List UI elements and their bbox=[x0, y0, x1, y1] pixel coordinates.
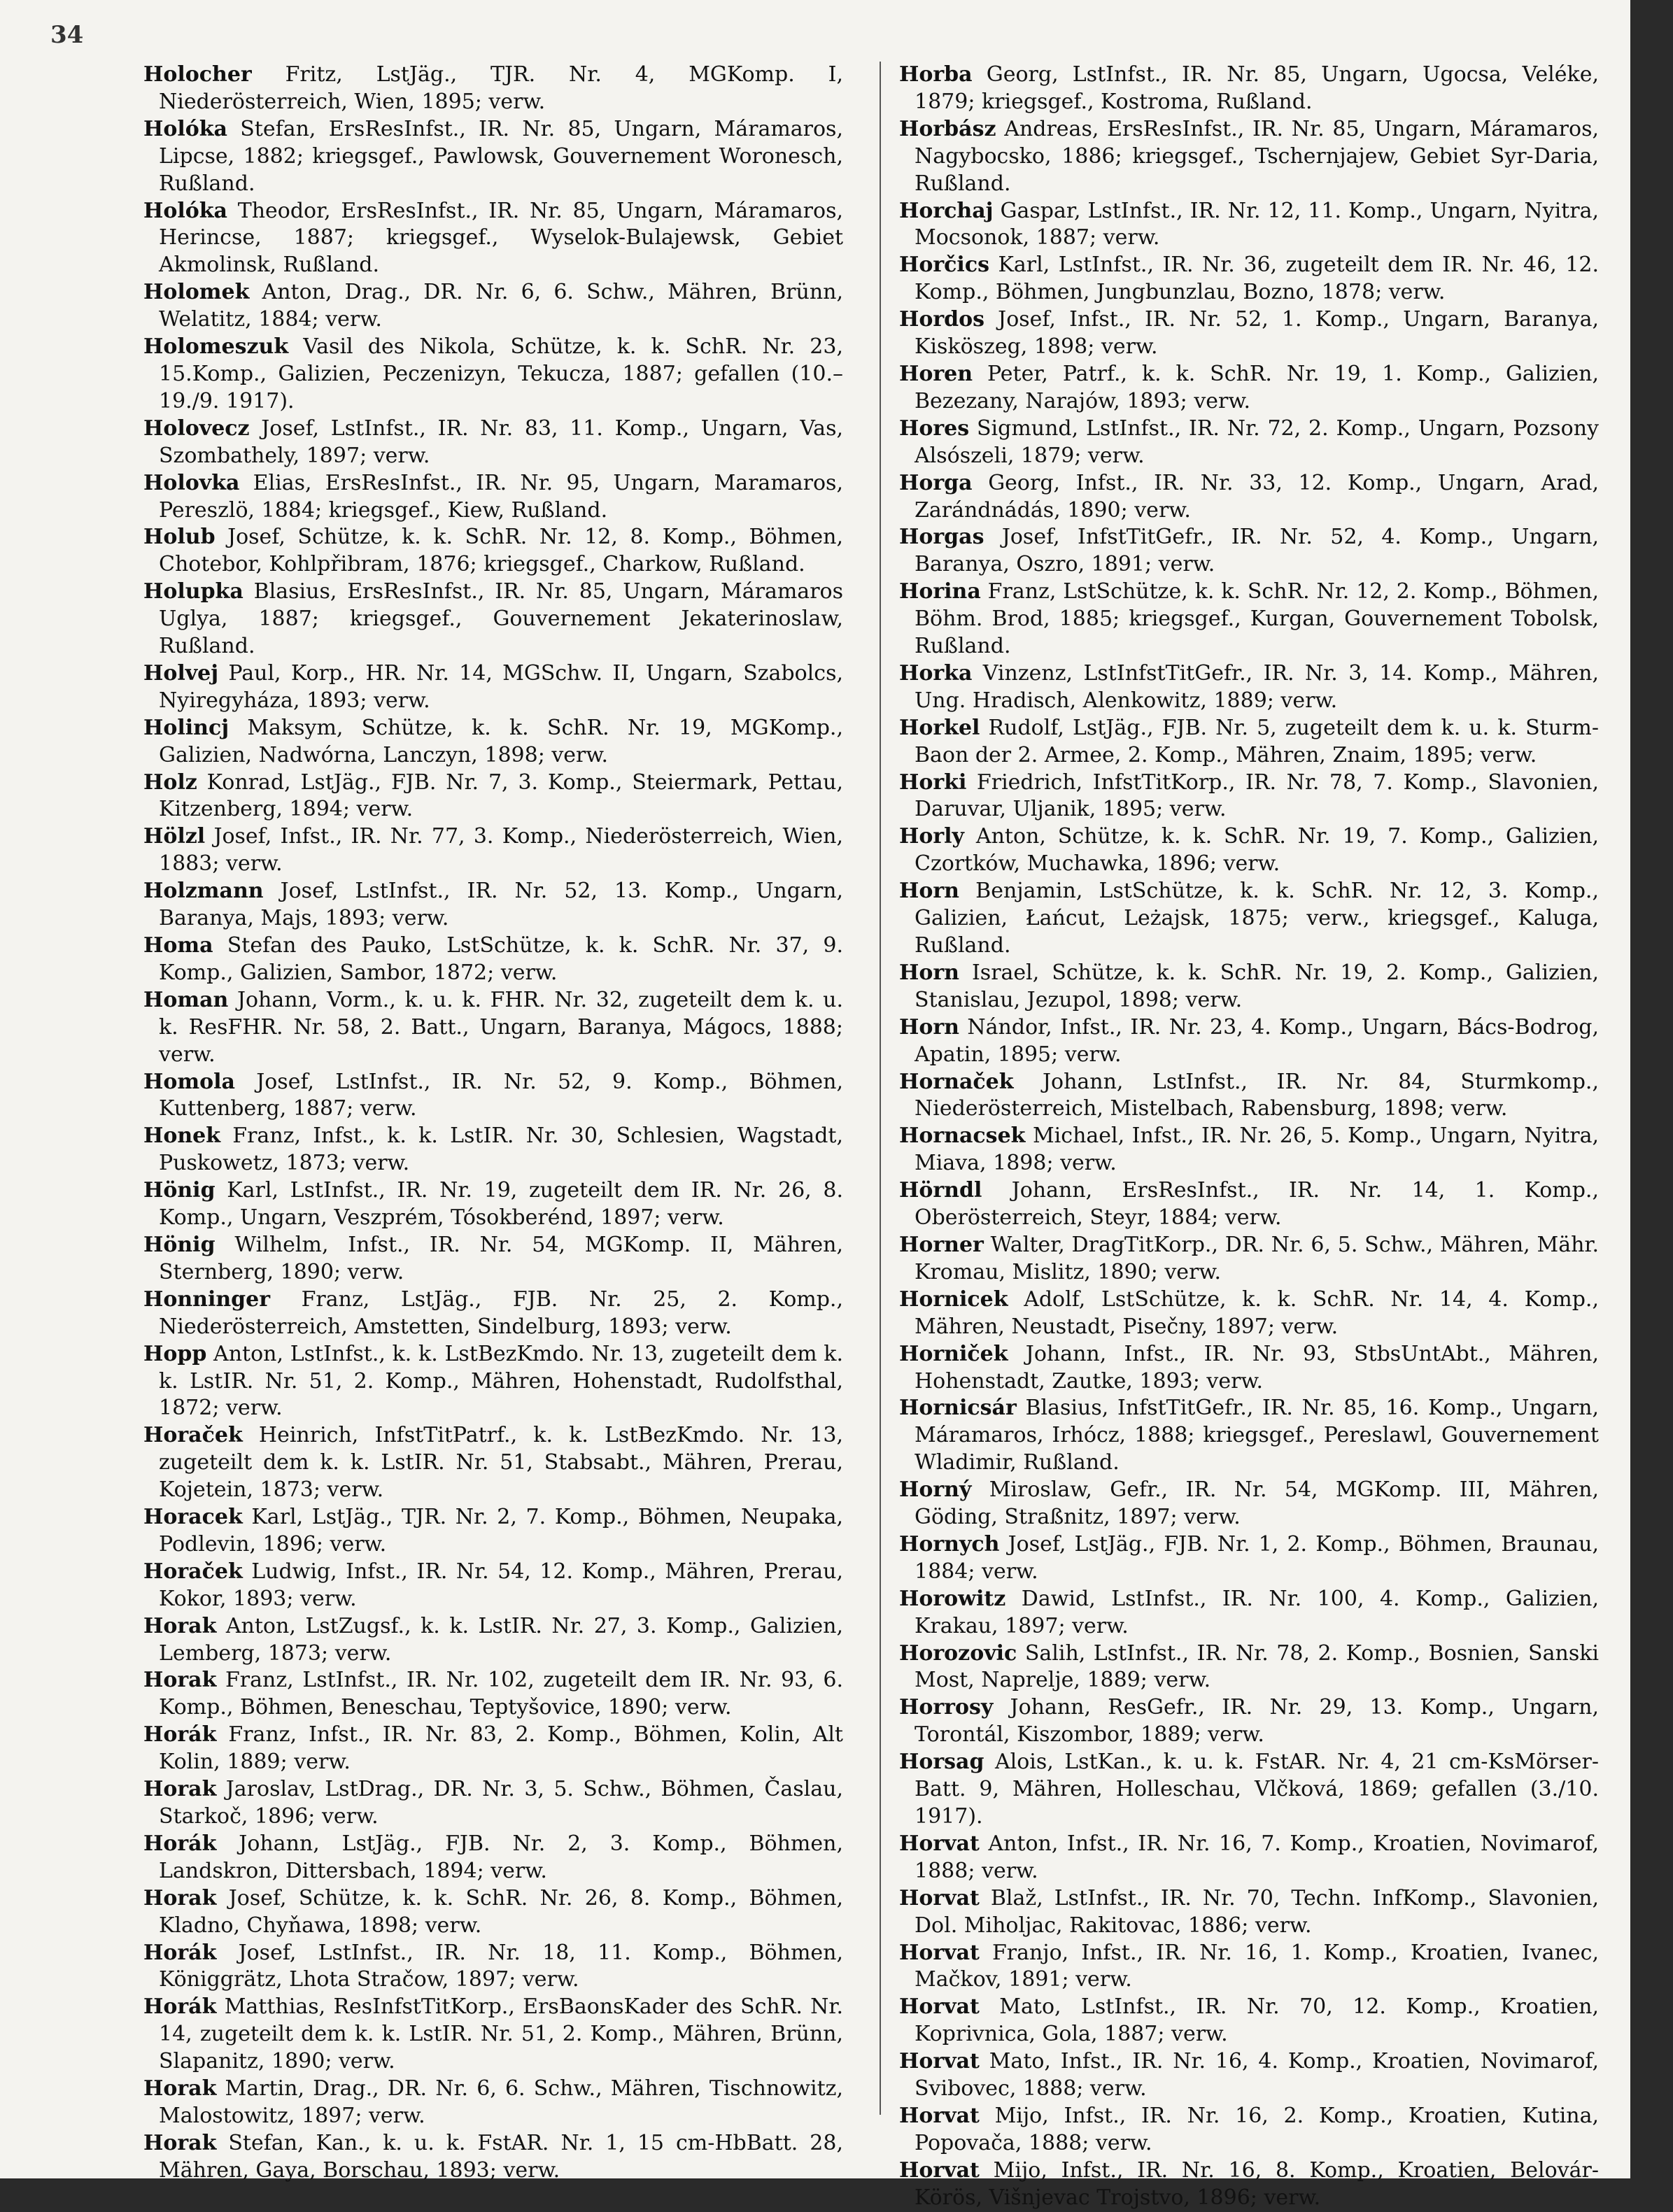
entry-surname: Horn bbox=[899, 1014, 959, 1040]
entry-details: Josef, InfstTitGefr., IR. Nr. 52, 4. Komp., Ungarn, Baranya, Oszro, 1891; verw. bbox=[915, 525, 1599, 577]
entry-surname: Horvat bbox=[899, 2049, 980, 2074]
casualty-entry bbox=[899, 1286, 1599, 1341]
casualty-entry bbox=[143, 1831, 843, 1885]
entry-details: Ludwig, Infst., IR. Nr. 54, 12. Komp., Mähren, Prerau, Kokor, 1893; verw. bbox=[159, 1559, 843, 1611]
casualty-entry bbox=[899, 2103, 1599, 2157]
casualty-entry bbox=[899, 878, 1599, 960]
entry-details: Karl, LstJäg., TJR. Nr. 2, 7. Komp., Böhmen, Neupaka, Podlevin, 1896; verw. bbox=[159, 1505, 843, 1557]
casualty-entry bbox=[899, 252, 1599, 306]
casualty-entry bbox=[143, 770, 843, 824]
entry-details: Theodor, ErsResInfst., IR. Nr. 85, Ungarn, Máramaros, Herincse, 1887; kriegsgef., Wyselok-Bulajewsk, Gebiet Akmolinsk, Rußland. bbox=[159, 198, 843, 278]
entry-surname: Hopp bbox=[143, 1341, 207, 1366]
entry-surname: Horak bbox=[143, 2130, 217, 2155]
casualty-entry bbox=[899, 1640, 1599, 1695]
casualty-entry bbox=[899, 1477, 1599, 1531]
casualty-entry bbox=[899, 1531, 1599, 1586]
entry-details: Anton, Schütze, k. k. SchR. Nr. 19, 7. Komp., Galizien, Czortków, Muchawka, 1896; verw. bbox=[915, 824, 1599, 877]
entry-details: Karl, LstInfst., IR. Nr. 36, zugeteilt dem IR. Nr. 46, 12. Komp., Böhmen, Jungbunzlau, Bozno, 1878; verw. bbox=[915, 253, 1599, 305]
entry-surname: Horacek bbox=[143, 1505, 243, 1530]
casualty-entry bbox=[899, 361, 1599, 416]
entry-details: Mijo, Infst., IR. Nr. 16, 2. Komp., Kroatien, Kutina, Popovača, 1888; verw. bbox=[915, 2103, 1599, 2155]
casualty-entry bbox=[899, 1069, 1599, 1123]
entry-surname: Horak bbox=[143, 1777, 217, 1802]
entry-details: Georg, LstInfst., IR. Nr. 85, Ungarn, Ugocsa, Veléke, 1879; kriegsgef., Kostroma, Rußland. bbox=[915, 62, 1599, 114]
entry-details: Israel, Schütze, k. k. SchR. Nr. 19, 2. Komp., Galizien, Stanislau, Jezupol, 1898; verw. bbox=[915, 960, 1599, 1012]
entry-details: Alois, LstKan., k. u. k. FstAR. Nr. 4, 21 cm-KsMörser-Batt. 9, Mähren, Holleschau, Vlčková, 1869; gefallen (3./10. 1917). bbox=[915, 1750, 1599, 1829]
casualty-entry bbox=[899, 1940, 1599, 1994]
entry-details: Franz, Infst., k. k. LstIR. Nr. 30, Schlesien, Wagstadt, Puskowetz, 1873; verw. bbox=[159, 1123, 843, 1176]
entry-details: Johann, LstJäg., FJB. Nr. 2, 3. Komp., Böhmen, Landskron, Dittersbach, 1894; verw. bbox=[159, 1831, 843, 1883]
entry-surname: Hores bbox=[899, 416, 970, 441]
entry-surname: Hornych bbox=[899, 1531, 1000, 1557]
casualty-entry bbox=[143, 416, 843, 470]
casualty-entry bbox=[899, 1586, 1599, 1640]
casualty-entry bbox=[899, 470, 1599, 525]
entry-surname: Horn bbox=[899, 960, 959, 985]
casualty-entry bbox=[899, 1341, 1599, 1396]
entry-surname: Holomek bbox=[143, 280, 250, 305]
entry-surname: Horga bbox=[899, 470, 973, 495]
entry-surname: Holomeszuk bbox=[143, 334, 289, 360]
entry-details: Johann, Vorm., k. u. k. FHR. Nr. 32, zugeteilt dem k. u. k. ResFHR. Nr. 58, 2. Batt., Ungarn, Baranya, Mágocs, 1888; verw. bbox=[159, 987, 843, 1067]
entry-details: Maksym, Schütze, k. k. SchR. Nr. 19, MGKomp., Galizien, Nadwórna, Lanczyn, 1898; verw. bbox=[159, 715, 843, 767]
entry-details: Anton, Drag., DR. Nr. 6, 6. Schw., Mähren, Brünn, Welatitz, 1884; verw. bbox=[159, 280, 843, 332]
right-column bbox=[899, 62, 1599, 2212]
casualty-entry bbox=[899, 660, 1599, 715]
entry-surname: Hornicsár bbox=[899, 1396, 1017, 1421]
entry-surname: Hornicek bbox=[899, 1286, 1008, 1312]
entry-details: Peter, Patrf., k. k. SchR. Nr. 19, 1. Komp., Galizien, Bezezany, Narajów, 1893; verw. bbox=[915, 361, 1599, 413]
entry-details: Johann, LstInfst., IR. Nr. 84, Sturmkomp., Niederösterreich, Mistelbach, Rabensburg, 1898; verw. bbox=[915, 1069, 1599, 1121]
entry-surname: Hordos bbox=[899, 307, 985, 332]
entry-details: Franjo, Infst., IR. Nr. 16, 1. Komp., Kroatien, Ivanec, Mačkov, 1891; verw. bbox=[915, 1940, 1599, 1992]
casualty-entry bbox=[143, 1504, 843, 1559]
entry-details: Mato, Infst., IR. Nr. 16, 4. Komp., Kroatien, Novimarof, Svibovec, 1888; verw. bbox=[915, 2049, 1599, 2101]
entry-surname: Holovka bbox=[143, 470, 240, 495]
entry-surname: Holocher bbox=[143, 62, 252, 87]
entry-details: Mijo, Infst., IR. Nr. 16, 8. Komp., Kroatien, Belovár-Körös, Višnjevac Trojstvo, 1896; verw. bbox=[915, 2157, 1599, 2210]
entry-surname: Horgas bbox=[899, 525, 984, 550]
entry-surname: Horak bbox=[143, 1668, 217, 1693]
entry-surname: Horvat bbox=[899, 1994, 980, 2020]
entry-details: Wilhelm, Infst., IR. Nr. 54, MGKomp. II, Mähren, Sternberg, 1890; verw. bbox=[159, 1232, 843, 1284]
entry-surname: Horkel bbox=[899, 715, 980, 740]
entry-surname: Horak bbox=[143, 2076, 217, 2101]
entry-surname: Horozovic bbox=[899, 1640, 1017, 1666]
casualty-entry bbox=[899, 770, 1599, 824]
entry-surname: Hörndl bbox=[899, 1178, 982, 1203]
casualty-entry bbox=[143, 116, 843, 198]
entry-surname: Horák bbox=[143, 1722, 217, 1747]
entry-details: Josef, LstJäg., FJB. Nr. 1, 2. Komp., Böhmen, Braunau, 1884; verw. bbox=[915, 1531, 1599, 1584]
casualty-entry bbox=[899, 1885, 1599, 1940]
casualty-entry bbox=[899, 715, 1599, 770]
entry-details: Heinrich, InfstTitPatrf., k. k. LstBezKmdo. Nr. 13, zugeteilt dem k. k. LstIR. Nr. 51, Stabsabt., Mähren, Prerau, Kojetein, 1873; verw. bbox=[159, 1423, 843, 1503]
entry-details: Friedrich, InfstTitKorp., IR. Nr. 78, 7. Komp., Slavonien, Daruvar, Uljanik, 1895; verw. bbox=[915, 770, 1599, 822]
entry-details: Andreas, ErsResInfst., IR. Nr. 85, Ungarn, Máramaros, Nagybocsko, 1886; kriegsgef., Tschernjajew, Gebiet Syr-Daria, Rußland. bbox=[915, 116, 1599, 196]
entry-details: Michael, Infst., IR. Nr. 26, 5. Komp., Ungarn, Nyitra, Miava, 1898; verw. bbox=[915, 1123, 1599, 1176]
casualty-entry bbox=[143, 1994, 843, 2076]
casualty-entry bbox=[143, 279, 843, 334]
entry-surname: Horak bbox=[143, 1885, 217, 1910]
entry-surname: Horák bbox=[143, 1831, 217, 1856]
casualty-entry bbox=[899, 416, 1599, 470]
entry-surname: Holvej bbox=[143, 660, 219, 686]
casualty-entry bbox=[899, 198, 1599, 253]
entry-details: Fritz, LstJäg., TJR. Nr. 4, MGKomp. I, Niederösterreich, Wien, 1895; verw. bbox=[159, 62, 843, 114]
casualty-entry bbox=[143, 1667, 843, 1722]
entry-surname: Homa bbox=[143, 933, 213, 958]
entry-details: Johann, ResGefr., IR. Nr. 29, 13. Komp., Ungarn, Torontál, Kiszombor, 1889; verw. bbox=[915, 1695, 1599, 1747]
casualty-entry bbox=[899, 960, 1599, 1014]
entry-surname: Horchaj bbox=[899, 198, 994, 223]
entry-surname: Holupka bbox=[143, 579, 243, 604]
casualty-entry bbox=[899, 62, 1599, 116]
casualty-entry bbox=[143, 334, 843, 416]
entry-surname: Honninger bbox=[143, 1286, 271, 1312]
casualty-entry bbox=[143, 715, 843, 770]
casualty-entry bbox=[143, 62, 843, 116]
entry-surname: Horaček bbox=[143, 1423, 243, 1448]
entry-surname: Horina bbox=[899, 579, 981, 604]
entry-details: Miroslaw, Gefr., IR. Nr. 54, MGKomp. III, Mähren, Göding, Straßnitz, 1897; verw. bbox=[915, 1477, 1599, 1530]
casualty-entry bbox=[143, 470, 843, 525]
casualty-entry bbox=[143, 1286, 843, 1341]
casualty-entry bbox=[899, 1994, 1599, 2048]
entry-surname: Horvat bbox=[899, 1940, 980, 1965]
casualty-entry bbox=[143, 1422, 843, 1504]
entry-surname: Holzmann bbox=[143, 879, 264, 904]
entry-surname: Horka bbox=[899, 660, 973, 686]
entry-surname: Horaček bbox=[143, 1559, 243, 1584]
entry-details: Josef, Infst., IR. Nr. 77, 3. Komp., Niederösterreich, Wien, 1883; verw. bbox=[159, 824, 843, 877]
entry-details: Stefan, Kan., k. u. k. FstAR. Nr. 1, 15 cm-HbBatt. 28, Mähren, Gaya, Borschau, 1893; verw. bbox=[159, 2130, 843, 2183]
entry-surname: Hornaček bbox=[899, 1069, 1014, 1094]
casualty-entry bbox=[143, 198, 843, 280]
entry-details: Jaroslav, LstDrag., DR. Nr. 3, 5. Schw., Böhmen, Časlau, Starkoč, 1896; verw. bbox=[159, 1777, 843, 1829]
entry-details: Sigmund, LstInfst., IR. Nr. 72, 2. Komp., Ungarn, Pozsony Alsószeli, 1879; verw. bbox=[915, 416, 1599, 468]
entry-surname: Holovecz bbox=[143, 416, 250, 441]
entry-details: Blaž, LstInfst., IR. Nr. 70, Techn. InfKomp., Slavonien, Dol. Miholjac, Rakitovac, 1886; verw. bbox=[915, 1885, 1599, 1938]
casualty-entry bbox=[899, 1749, 1599, 1831]
casualty-entry bbox=[143, 1341, 843, 1423]
entry-details: Anton, Infst., IR. Nr. 16, 7. Komp., Kroatien, Novimarof, 1888; verw. bbox=[915, 1831, 1599, 1883]
entry-surname: Holincj bbox=[143, 715, 230, 740]
entry-surname: Horbász bbox=[899, 116, 996, 141]
entry-details: Josef, Schütze, k. k. SchR. Nr. 12, 8. Komp., Böhmen, Chotebor, Kohlpřibram, 1876; kriegsgef., Charkow, Rußland. bbox=[159, 525, 843, 577]
entry-details: Josef, Schütze, k. k. SchR. Nr. 26, 8. Komp., Böhmen, Kladno, Chyňawa, 1898; verw. bbox=[159, 1885, 843, 1938]
casualty-entry bbox=[143, 1232, 843, 1286]
casualty-entry bbox=[143, 1722, 843, 1776]
entry-surname: Hönig bbox=[143, 1178, 216, 1203]
casualty-entry bbox=[899, 579, 1599, 660]
entry-surname: Holóka bbox=[143, 198, 227, 223]
casualty-entry bbox=[143, 1885, 843, 1940]
entry-surname: Horák bbox=[143, 1994, 217, 2020]
entry-surname: Homola bbox=[143, 1069, 235, 1094]
entry-surname: Hölzl bbox=[143, 824, 206, 849]
entry-details: Blasius, ErsResInfst., IR. Nr. 85, Ungarn, Máramaros Uglya, 1887; kriegsgef., Gouvernement Jekaterinoslaw, Rußland. bbox=[159, 579, 843, 659]
column-divider bbox=[880, 62, 881, 2115]
casualty-entry bbox=[899, 1395, 1599, 1477]
entry-details: Blasius, InfstTitGefr., IR. Nr. 85, 16. Komp., Ungarn, Máramaros, Irhócz, 1888; kriegsgef., Pereslawl, Gouvernement Wladimir, Rußland. bbox=[915, 1396, 1599, 1475]
entry-details: Franz, Infst., IR. Nr. 83, 2. Komp., Böhmen, Kolin, Alt Kolin, 1889; verw. bbox=[159, 1722, 843, 1775]
casualty-entry bbox=[143, 2076, 843, 2130]
casualty-entry bbox=[143, 2130, 843, 2185]
casualty-entry bbox=[899, 2157, 1599, 2212]
entry-surname: Horowitz bbox=[899, 1586, 1006, 1611]
entry-details: Konrad, LstJäg., FJB. Nr. 7, 3. Komp., Steiermark, Pettau, Kitzenberg, 1894; verw. bbox=[159, 770, 843, 822]
entry-details: Rudolf, LstJäg., FJB. Nr. 5, zugeteilt dem k. u. k. Sturm-Baon der 2. Armee, 2. Komp., Mähren, Znaim, 1895; verw. bbox=[915, 715, 1599, 767]
entry-surname: Horný bbox=[899, 1477, 972, 1503]
entry-details: Josef, LstInfst., IR. Nr. 18, 11. Komp., Böhmen, Königgrätz, Lhota Stračow, 1897; verw. bbox=[159, 1940, 843, 1992]
entry-details: Vinzenz, LstInfstTitGefr., IR. Nr. 3, 14. Komp., Mähren, Ung. Hradisch, Alenkowitz, 1889; verw. bbox=[915, 660, 1599, 713]
entry-details: Gaspar, LstInfst., IR. Nr. 12, 11. Komp., Ungarn, Nyitra, Mocsonok, 1887; verw. bbox=[915, 198, 1599, 250]
entry-surname: Horvat bbox=[899, 1885, 980, 1910]
entry-surname: Horba bbox=[899, 62, 973, 87]
entry-details: Adolf, LstSchütze, k. k. SchR. Nr. 14, 4. Komp., Mähren, Neustadt, Pisečny, 1897; verw. bbox=[915, 1286, 1599, 1339]
casualty-entry bbox=[899, 306, 1599, 361]
casualty-entry bbox=[899, 1014, 1599, 1069]
page-number: 34 bbox=[50, 21, 84, 49]
entry-surname: Horn bbox=[899, 879, 959, 904]
entry-details: Dawid, LstInfst., IR. Nr. 100, 4. Komp., Galizien, Krakau, 1897; verw. bbox=[915, 1586, 1599, 1638]
entry-details: Nándor, Infst., IR. Nr. 23, 4. Komp., Ungarn, Bács-Bodrog, Apatin, 1895; verw. bbox=[915, 1014, 1599, 1067]
entry-surname: Horák bbox=[143, 1940, 217, 1965]
casualty-entry bbox=[143, 823, 843, 878]
entry-surname: Horvat bbox=[899, 2157, 980, 2183]
entry-details: Karl, LstInfst., IR. Nr. 19, zugeteilt dem IR. Nr. 26, 8. Komp., Ungarn, Veszprém, Tósokberénd, 1897; verw. bbox=[159, 1178, 843, 1231]
entry-surname: Horly bbox=[899, 824, 964, 849]
casualty-entry bbox=[143, 1559, 843, 1613]
entry-details: Martin, Drag., DR. Nr. 6, 6. Schw., Mähren, Tischnowitz, Malostowitz, 1897; verw. bbox=[159, 2076, 843, 2128]
casualty-entry bbox=[899, 1831, 1599, 1885]
entry-details: Vasil des Nikola, Schütze, k. k. SchR. Nr. 23, 15.Komp., Galizien, Peczenizyn, Tekucza, 1887; gefallen (10.–19./9. 1917). bbox=[159, 334, 843, 413]
entry-surname: Horen bbox=[899, 361, 973, 386]
entry-details: Franz, LstInfst., IR. Nr. 102, zugeteilt dem IR. Nr. 93, 6. Komp., Böhmen, Beneschau, Teptyšovice, 1890; verw. bbox=[159, 1668, 843, 1720]
entry-details: Georg, Infst., IR. Nr. 33, 12. Komp., Ungarn, Arad, Zarándnádás, 1890; verw. bbox=[915, 470, 1599, 523]
casualty-entry bbox=[899, 524, 1599, 579]
entry-details: Elias, ErsResInfst., IR. Nr. 95, Ungarn, Maramaros, Pereszlö, 1884; kriegsgef., Kiew, Rußland. bbox=[159, 470, 843, 523]
casualty-entry bbox=[143, 933, 843, 987]
entry-details: Johann, Infst., IR. Nr. 93, StbsUntAbt., Mähren, Hohenstadt, Zautke, 1893; verw. bbox=[915, 1341, 1599, 1394]
entry-details: Josef, Infst., IR. Nr. 52, 1. Komp., Ungarn, Baranya, Kisköszeg, 1898; verw. bbox=[915, 307, 1599, 360]
casualty-entry bbox=[143, 1123, 843, 1177]
casualty-entry bbox=[899, 1232, 1599, 1286]
entry-surname: Horsag bbox=[899, 1750, 984, 1775]
entry-surname: Holz bbox=[143, 770, 197, 795]
casualty-entry bbox=[143, 660, 843, 715]
left-column bbox=[143, 62, 843, 2185]
entry-details: Josef, LstInfst., IR. Nr. 52, 9. Komp., Böhmen, Kuttenberg, 1887; verw. bbox=[159, 1069, 843, 1121]
casualty-entry bbox=[143, 1177, 843, 1232]
casualty-entry bbox=[143, 524, 843, 579]
casualty-entry bbox=[143, 1069, 843, 1123]
casualty-entry bbox=[143, 1940, 843, 1994]
entry-surname: Horvat bbox=[899, 1831, 980, 1856]
entry-details: Benjamin, LstSchütze, k. k. SchR. Nr. 12, 3. Komp., Galizien, Łańcut, Leżajsk, 1875; verw., kriegsgef., Kaluga, Rußland. bbox=[915, 879, 1599, 958]
entry-surname: Horak bbox=[143, 1613, 217, 1638]
casualty-entry bbox=[899, 1123, 1599, 1177]
entry-details: Josef, LstInfst., IR. Nr. 52, 13. Komp., Ungarn, Baranya, Majs, 1893; verw. bbox=[159, 879, 843, 931]
casualty-entry bbox=[143, 579, 843, 660]
casualty-entry bbox=[143, 987, 843, 1069]
entry-details: Salih, LstInfst., IR. Nr. 78, 2. Komp., Bosnien, Sanski Most, Naprelje, 1889; verw. bbox=[915, 1640, 1599, 1693]
entry-surname: Horrosy bbox=[899, 1695, 994, 1720]
entry-surname: Homan bbox=[143, 987, 229, 1012]
entry-details: Paul, Korp., HR. Nr. 14, MGSchw. II, Ungarn, Szabolcs, Nyiregyháza, 1893; verw. bbox=[159, 660, 843, 713]
entry-surname: Horvat bbox=[899, 2103, 980, 2128]
entry-surname: Horki bbox=[899, 770, 967, 795]
entry-details: Johann, ErsResInfst., IR. Nr. 14, 1. Komp., Oberösterreich, Steyr, 1884; verw. bbox=[915, 1178, 1599, 1231]
casualty-entry bbox=[143, 1776, 843, 1831]
entry-details: Mato, LstInfst., IR. Nr. 70, 12. Komp., Kroatien, Koprivnica, Gola, 1887; verw. bbox=[915, 1994, 1599, 2047]
entry-surname: Horčics bbox=[899, 253, 989, 278]
entry-surname: Hornacsek bbox=[899, 1123, 1026, 1149]
entry-details: Josef, LstInfst., IR. Nr. 83, 11. Komp., Ungarn, Vas, Szombathely, 1897; verw. bbox=[159, 416, 843, 468]
entry-surname: Holóka bbox=[143, 116, 227, 141]
entry-surname: Honek bbox=[143, 1123, 221, 1149]
entry-details: Stefan des Pauko, LstSchütze, k. k. SchR. Nr. 37, 9. Komp., Galizien, Sambor, 1872; verw. bbox=[159, 933, 843, 985]
entry-details: Stefan, ErsResInfst., IR. Nr. 85, Ungarn, Máramaros, Lipcse, 1882; kriegsgef., Pawlowsk, Gouvernement Woronesch, Rußland. bbox=[159, 116, 843, 196]
casualty-entry bbox=[899, 823, 1599, 878]
entry-details: Anton, LstZugsf., k. k. LstIR. Nr. 27, 3. Komp., Galizien, Lemberg, 1873; verw. bbox=[159, 1613, 843, 1666]
entry-surname: Horner bbox=[899, 1232, 984, 1257]
casualty-entry bbox=[899, 1177, 1599, 1232]
casualty-entry bbox=[899, 116, 1599, 198]
entry-details: Walter, DragTitKorp., DR. Nr. 6, 5. Schw., Mähren, Mähr. Kromau, Mislitz, 1890; verw. bbox=[915, 1232, 1599, 1284]
entry-surname: Hönig bbox=[143, 1232, 216, 1257]
casualty-entry bbox=[899, 1694, 1599, 1749]
entry-details: Anton, LstInfst., k. k. LstBezKmdo. Nr. 13, zugeteilt dem k. k. LstIR. Nr. 51, 2. Komp., Mähren, Hohenstadt, Rudolfsthal, 1872; verw. bbox=[159, 1341, 843, 1421]
entry-details: Franz, LstJäg., FJB. Nr. 25, 2. Komp., Niederösterreich, Amstetten, Sindelburg, 1893; verw. bbox=[159, 1286, 843, 1339]
entry-surname: Horniček bbox=[899, 1341, 1008, 1366]
entry-details: Matthias, ResInfstTitKorp., ErsBaonsKader des SchR. Nr. 14, zugeteilt dem k. k. LstIR. Nr. 51, 2. Komp., Mähren, Brünn, Slapanitz, 1890; verw. bbox=[159, 1994, 843, 2074]
casualty-entry bbox=[143, 878, 843, 933]
entry-details: Franz, LstSchütze, k. k. SchR. Nr. 12, 2. Komp., Böhmen, Böhm. Brod, 1885; kriegsgef., Kurgan, Gouvernement Tobolsk, Rußland. bbox=[915, 579, 1599, 659]
entry-surname: Holub bbox=[143, 525, 216, 550]
casualty-entry bbox=[899, 2048, 1599, 2103]
casualty-entry bbox=[143, 1613, 843, 1668]
